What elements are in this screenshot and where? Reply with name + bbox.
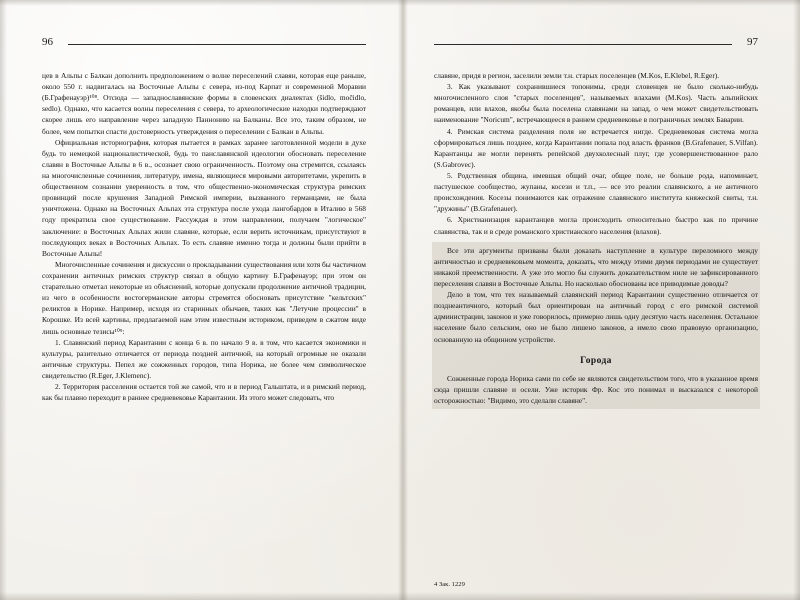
folio-left: 96 <box>42 36 53 48</box>
left-page-header <box>42 36 366 56</box>
paragraph: славяне, придя в регион, заселили земли т.н. старых поселенцев (M.Kos, E.Klebel, R.Eger). <box>434 71 720 80</box>
section-heading: Города <box>580 355 612 366</box>
right-column-text <box>434 70 758 409</box>
right-page <box>400 0 800 600</box>
paragraph: Официальная историография, которая пытается в рамках заранее заготовленной модели в духе будь то немецкой националистической, будь то панславянской идеологии обосновать переселение славян в Восточные Альпы в 6 в., осознает свою ограниченность. Поэтому она стремится, ссылаясь на многочисленные сочинения, литературу, имена, являющиеся мировыми авторитетами, укрепить в общественном сознании уверенность в том, что общественно-экономическая структура римских провинций после крушения Западной Римской империи, вызванного германцами, не была уничтожена. Однако на Восточных Альпах эта структура после ухода лангобардов в Италию в 568 году прекратила свое существование. Рассуждая в этом направлении, получаем "логическое" заключение: в Восточных Альпах жили славяне, которые, если верить источникам, присутствуют в последующих веках в Восточных Альпах. То есть славяне именно тогда и должны были прийти в Восточные Альпы! <box>42 137 366 258</box>
paragraph: 2. Территория расселения остается той же самой, что и в период Гальштата, и в римский период, как бы плавно переходит в раннее средневековье Карантании. Из этого может следовать, что <box>42 382 366 403</box>
paragraph: 6. Христианизация карантанцев могла происходить относительно быстро как по причине славянства, так и в среде романского христианского населения (влахов). <box>434 215 758 236</box>
paragraph: Все эти аргументы призваны были доказать наступление в культуре переломного между античностью и средневековьем момента, доказать, что между этими двумя периодами не существует никакой преемственности. А уже это могло бы служить доказательством ниле не зафиксированного переселения славян в Восточные Альпы. Но насколько обоснованы все приводимые доводы? <box>434 245 758 288</box>
highlighted-passage <box>432 242 760 410</box>
header-rule-left <box>68 44 366 45</box>
paragraph: 1. Славянский период Карантании с конца 6 в. по начало 9 в. в том, что касается экономики и культуры, разительно отличается от периода поздней античной, на который огромные не оказали античные структуры. Пепел же сожженных городов, типа Норика, не более чем символическое свидетельство (R.Eger, J.Klemenc). <box>42 337 366 380</box>
paragraph: Многочисленные сочинения и дискуссии о прокладывании существования или хотя бы частичном сохранении античных римских структур связал в общую картину Б.Графенауэр; при этом он старательно отметал некоторые из объяснений, которые допускали продолжение античной традиции, из чего в особенности востогерманские авторы стремятся обосновать присутствие "кельтских" реликтов в Норике. Например, исходя из старинных обычаев, таких как "Летучие процессии" в Корошке. Из всей картины, предлагаемой нам этим известным историком, приведем в сжатом виде лишь основные тезисы¹⁰⁹: <box>42 259 366 336</box>
print-signature: 4 Зак. 1229 <box>434 581 465 588</box>
paragraph: 3. Как указывают сохранившиеся топонимы, среди словенцев не было сколько-нибудь многочисленного слоя "старых поселенцев", называемых влахами (M.Kos). Часть альпийских романцев, или влахов, якобы была поселена славянами на запад, о чем может свидетельствовать наименование "Noricum", встречающееся в раннем средневековье в пограничных землях Баварии. <box>434 82 758 125</box>
paragraph: 5. Родственная община, имевшая общий очаг, общее поле, не больше рода, напоминает, пастушеское сообщество, жупаны, косези и т.п., — все это реалии славянского, а не античного происхождения. Косезы понимаются как отражение славянского института княжеской свиты, т.н. "дружины" (B.Grafenauer). <box>434 170 758 214</box>
paragraph: Сожженные города Норика сами по себе не являются свидетельством того, что в указанное время сюда пришли славяне и осели. Уже историк Фр. Кос это понимал и высказался с некоторой осторожностью: "Видимо, это сделали славяне". <box>434 373 758 406</box>
paragraph: Дело в том, что тех называемый славянский период Карантании существенно отличается от позднеантичного, который был ориентирован на античный город с его римской системой администрации, законов и уже говорилось, примерно лишь одну десятую часть населения. Остальное население было сельским, оно не было лишено законов, а имело свою правовую организацию, основанную на общинном устройстве. <box>434 290 758 344</box>
left-column-text <box>42 70 366 403</box>
folio-right: 97 <box>747 36 758 48</box>
paragraph: цев в Альпы с Балкан дополнить предположением о волне переселений славян, которая еще раньше, около 550 г. надвигалась на Восточные Альпы с севера, из-под Карпат и современной Моравии (Б.Графенауэр)¹⁰⁸. Отсюда — западнославянские формы в словенских диалектах (šidlo, močidlo, sedlo). Однако, что касается волны переселения с севера, то археологические находки подтверждают скорее лишь его направление через западную Паннонию на Балканы. Все это, таким образом, не более, чем попытки спасти достоверность утверждения о переселении с Балкан в Альпы. <box>42 71 366 136</box>
right-page-header <box>434 36 758 56</box>
paragraph: 4. Римская система разделения поля не встречается нигде. Средневековая система могла сформироваться лишь позднее, когда Карантании попала под власть франков (B.Grafenauer, S.Vilfan). Карантанцы же могли перенять репейской двухколесный плуг, где усовершенствованное рало (S.Gabrovec). <box>434 126 758 169</box>
header-rule-right <box>434 44 732 45</box>
